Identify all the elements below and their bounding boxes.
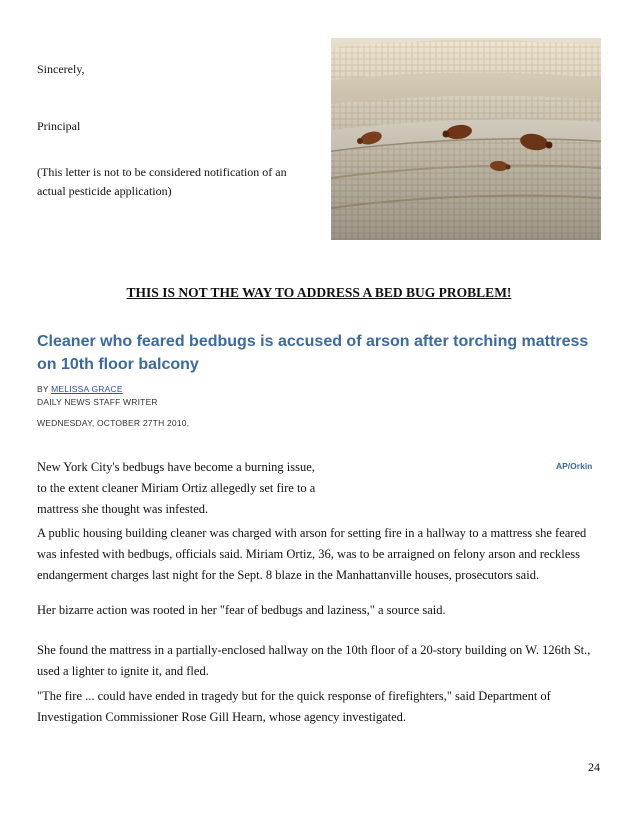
warning-heading: THIS IS NOT THE WAY TO ADDRESS A BED BUG PROBLEM! (126, 285, 512, 300)
article-lead: New York City's bedbugs have become a burning issue, to the extent cleaner Miriam Ortiz allegedly set fire to a mattress she thought was infested. (37, 460, 316, 516)
article-paragraph: A public housing building cleaner was charged with arson for setting fire in a hallway to a mattress she feared was infested with bedbugs, officials said. Miriam Ortiz, 36, was to be arraigned on felony arson and reckless endangerment charges last night for the Sept. 8 blaze in the Manhattanville houses, prosecutors said. (37, 526, 587, 582)
page-number: 24 (588, 760, 600, 774)
byline (37, 384, 123, 394)
bedbug-mattress-photo (331, 38, 601, 240)
article-headline: Cleaner who feared bedbugs is accused of arson after torching mattress on 10th floor balcony (37, 333, 589, 373)
article-paragraph: She found the mattress in a partially-enclosed hallway on the 10th floor of a 20-story building on W. 126th St., used a lighter to ignite it, and fled. (37, 643, 591, 678)
article-paragraph: "The fire ... could have ended in tragedy but for the quick response of firefighters," said Department of Investigation Commissioner Rose Gill Hearn, whose agency investigated. (37, 689, 551, 724)
article-date: WEDNESDAY, OCTOBER 27TH 2010, (37, 418, 190, 428)
author-role: DAILY NEWS STAFF WRITER (37, 397, 158, 407)
author-link[interactable]: MELISSA GRACE (51, 384, 123, 394)
by-label: BY (37, 384, 49, 394)
photo-caption: AP/Orkin (556, 461, 593, 471)
letter-closing: Sincerely, (37, 62, 85, 76)
article-paragraph: Her bizarre action was rooted in her "fear of bedbugs and laziness," a source said. (37, 603, 446, 617)
letter-signature: Principal (37, 119, 81, 133)
letter-disclaimer: (This letter is not to be considered notification of an actual pesticide application) (37, 165, 287, 198)
